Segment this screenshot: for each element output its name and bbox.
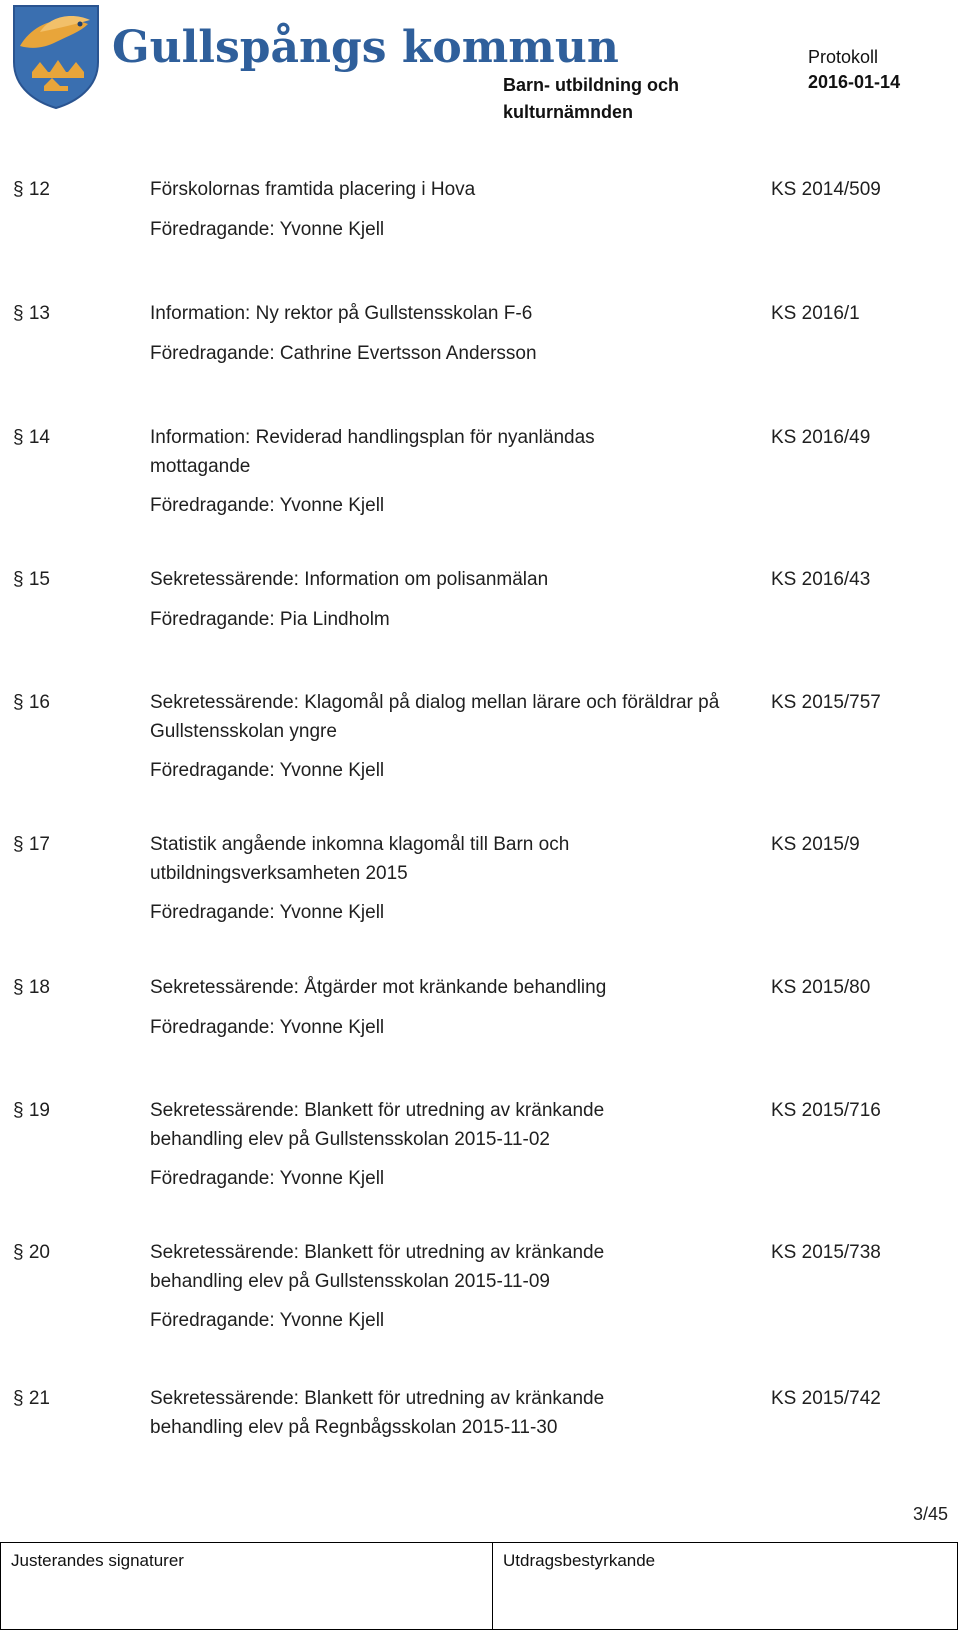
section-number: § 18 — [13, 977, 50, 998]
certification-label: Utdragsbestyrkande — [503, 1551, 656, 1570]
item-presenter: Föredragande: Pia Lindholm — [150, 609, 390, 630]
document-type: Protokoll — [808, 47, 879, 67]
item-presenter: Föredragande: Yvonne Kjell — [150, 1017, 385, 1038]
case-reference: KS 2015/742 — [771, 1388, 881, 1409]
case-reference: KS 2016/1 — [771, 303, 860, 324]
case-reference: KS 2015/80 — [771, 977, 871, 998]
page-header — [0, 0, 960, 130]
page-number: 3/45 — [912, 1504, 948, 1524]
item-title: Information: Ny rektor på Gullstensskolan F-6 — [150, 303, 533, 324]
section-number: § 14 — [13, 427, 50, 448]
case-reference: KS 2014/509 — [771, 179, 881, 200]
section-number: § 21 — [13, 1388, 50, 1409]
item-title: Sekretessärende: Blankett för utredning av kränkande behandling elev på Regnbågsskolan 2015-11-30 — [150, 1388, 605, 1438]
document-date: 2016-01-14 — [808, 72, 901, 92]
item-title: Sekretessärende: Information om polisanmälan — [150, 569, 549, 590]
section-number: § 17 — [13, 834, 50, 855]
signature-footer — [0, 1542, 958, 1630]
municipal-coat-of-arms-icon — [10, 2, 102, 110]
item-presenter: Föredragande: Yvonne Kjell — [150, 902, 385, 923]
item-presenter: Föredragande: Yvonne Kjell — [150, 1310, 385, 1331]
case-reference: KS 2015/757 — [771, 692, 881, 713]
case-reference: KS 2015/716 — [771, 1100, 881, 1121]
section-number: § 16 — [13, 692, 50, 713]
municipality-logo-text: Gullspångs kommun — [112, 22, 619, 73]
section-number: § 15 — [13, 569, 50, 590]
signatures-label: Justerandes signaturer — [11, 1551, 184, 1570]
item-title: Sekretessärende: Blankett för utredning av kränkande behandling elev på Gullstensskolan 2015-11-09 — [150, 1242, 605, 1292]
committee-name: Barn- utbildning och kulturnämnden — [503, 75, 679, 122]
item-title: Förskolornas framtida placering i Hova — [150, 179, 476, 200]
item-presenter: Föredragande: Yvonne Kjell — [150, 495, 385, 516]
item-title: Statistik angående inkomna klagomål till Barn och utbildningsverksamheten 2015 — [150, 834, 570, 884]
item-presenter: Föredragande: Yvonne Kjell — [150, 760, 385, 781]
item-title: Sekretessärende: Blankett för utredning av kränkande behandling elev på Gullstensskolan 2015-11-02 — [150, 1100, 605, 1150]
footer-divider — [492, 1543, 493, 1629]
case-reference: KS 2016/49 — [771, 427, 871, 448]
item-presenter: Föredragande: Cathrine Evertsson Andersson — [150, 343, 537, 364]
item-title: Sekretessärende: Åtgärder mot kränkande behandling — [150, 977, 607, 998]
item-title: Information: Reviderad handlingsplan för nyanländas mottagande — [150, 427, 595, 477]
item-presenter: Föredragande: Yvonne Kjell — [150, 219, 385, 240]
section-number: § 13 — [13, 303, 50, 324]
item-title: Sekretessärende: Klagomål på dialog mellan lärare och föräldrar på Gullstensskolan yngre — [150, 692, 720, 742]
section-number: § 19 — [13, 1100, 50, 1121]
case-reference: KS 2015/9 — [771, 834, 860, 855]
item-presenter: Föredragande: Yvonne Kjell — [150, 1168, 385, 1189]
case-reference: KS 2016/43 — [771, 569, 871, 590]
section-number: § 12 — [13, 179, 50, 200]
section-number: § 20 — [13, 1242, 50, 1263]
case-reference: KS 2015/738 — [771, 1242, 881, 1263]
